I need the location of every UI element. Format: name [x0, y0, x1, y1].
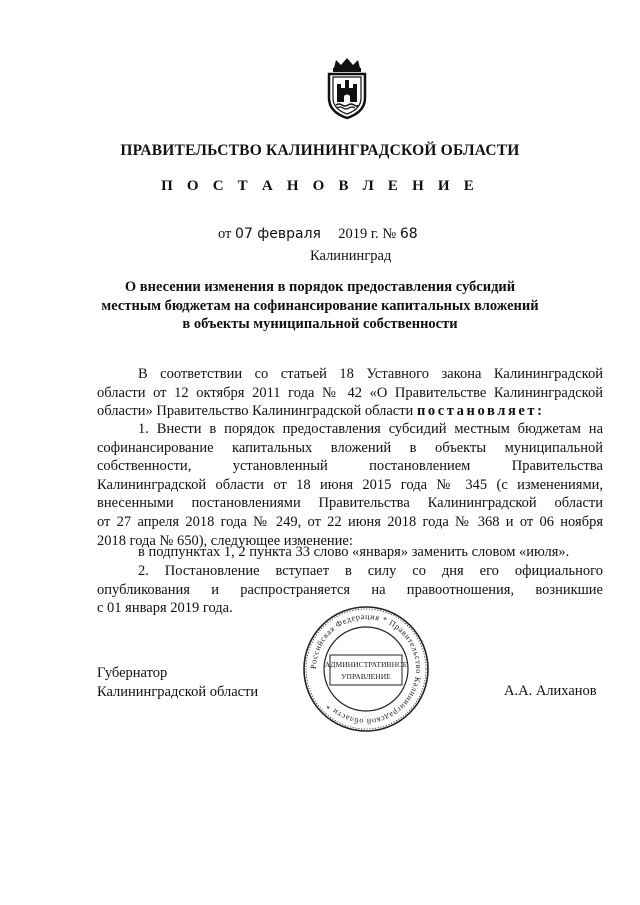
official-stamp — [300, 603, 432, 735]
text-line — [97, 402, 603, 421]
text-line: опубликования и распространяется на правоотношения, возникшие — [97, 581, 603, 598]
number-label: № — [382, 226, 397, 242]
paragraph-preamble — [97, 365, 603, 421]
title-line: в объекты муниципальной собственности — [182, 316, 458, 333]
text-span: области» Правительство Калининградской области — [97, 403, 417, 420]
coat-of-arms-icon — [322, 58, 372, 120]
city-name: Калининград — [310, 248, 392, 264]
text-line: В соответствии со статьей 18 Уставного закона Калининградской — [138, 366, 603, 382]
text-line: области от 12 октября 2011 года № 42 «О Правительстве Калининградской — [97, 384, 603, 401]
stamp-ring-text: Российская Федерация * Правительство Калининградской области * — [308, 611, 424, 727]
stamp-inner-line: АДМИНИСТРАТИВНОЕ — [324, 660, 408, 669]
signatory-position — [97, 664, 258, 702]
document-date: 07 февраля — [235, 226, 321, 242]
title-line: местным бюджетам на софинансирование капитальных вложений — [101, 297, 539, 314]
document-title — [70, 278, 570, 334]
text-line: софинансирование капитальных вложений в объекты муниципальной — [97, 439, 603, 456]
text-line: Калининградской области от 18 июня 2015 года № 345 (с изменениями, — [97, 476, 603, 493]
title-line: О внесении изменения в порядок предоставления субсидий — [124, 279, 516, 295]
paragraph-change — [97, 543, 603, 562]
date-prefix: от — [218, 226, 232, 242]
signatory-name: А.А. Алиханов — [504, 683, 597, 699]
paragraph-item-1 — [97, 420, 603, 550]
date-line — [218, 226, 418, 243]
text-line: 1. Внести в порядок предоставления субсидий местным бюджетам на — [138, 421, 603, 437]
text-line: собственности, установленный постановлением Правительства — [97, 458, 603, 475]
stamp-inner-line: УПРАВЛЕНИЕ — [341, 672, 391, 681]
document-type: П О С Т А Н О В Л Е Н И Е — [161, 178, 479, 194]
resolves-word: постановляет: — [416, 403, 545, 420]
text-line: 2018 года № 650), следующее изменение: — [97, 532, 353, 549]
text-line: внесенными постановлениями Правительства Калининградской области — [97, 495, 603, 512]
text-line: в подпунктах 1, 2 пункта 33 слово «января» заменить словом «июля». — [138, 544, 570, 560]
organization-name: ПРАВИТЕЛЬСТВО КАЛИНИНГРАДСКОЙ ОБЛАСТИ — [120, 142, 520, 159]
position-line: Губернатор — [97, 665, 168, 681]
text-line: 2. Постановление вступает в силу со дня его официального — [138, 563, 603, 579]
text-line: с 01 января 2019 года. — [97, 600, 233, 617]
position-line: Калининградской области — [97, 684, 259, 700]
text-line: от 27 апреля 2018 года № 249, от 22 июня 2018 года № 368 и от 06 ноября — [97, 513, 603, 530]
document-number: 68 — [399, 226, 418, 242]
document-year: 2019 г. — [338, 226, 379, 242]
